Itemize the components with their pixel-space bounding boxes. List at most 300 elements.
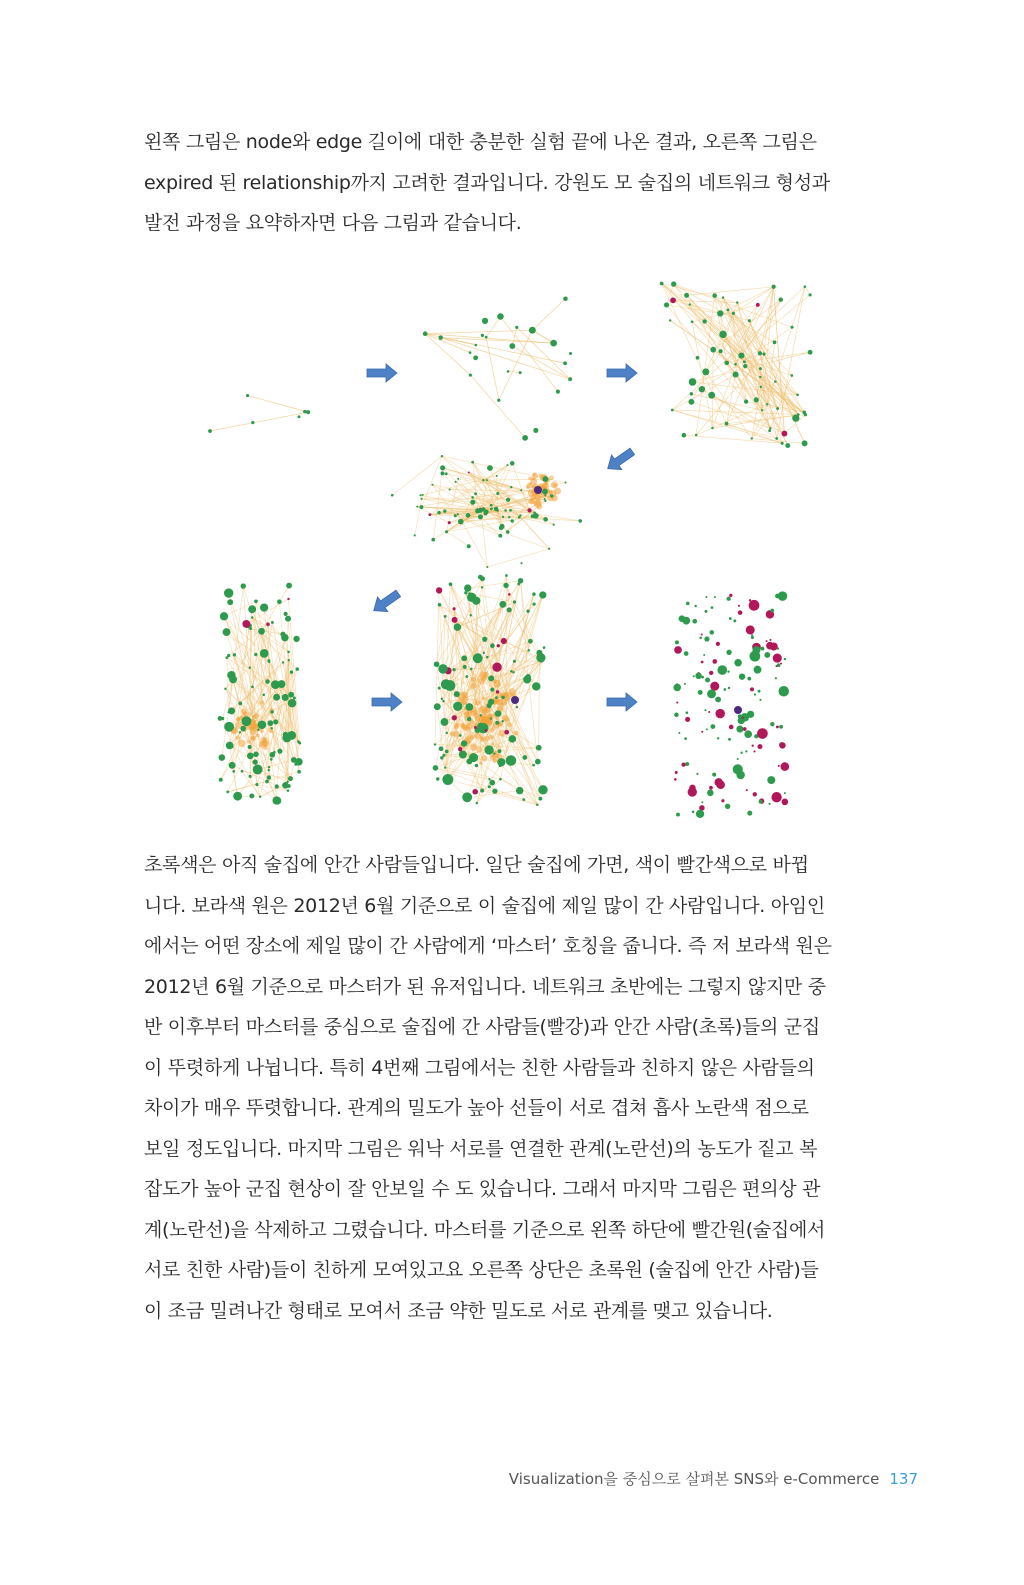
network-node — [725, 804, 730, 809]
network-edge — [684, 435, 782, 443]
intro-line: expired 된 relationship까지 고려한 결과입니다. 강원도 모 술집의 네트워크 형성과 — [144, 171, 830, 194]
network-node — [724, 361, 729, 366]
network-node — [738, 610, 743, 615]
network-node — [770, 642, 778, 650]
intro-line: 왼쪽 그림은 node와 edge 길이에 대한 충분한 실험 끝에 나온 결과, 오른쪽 그림은 — [144, 131, 817, 153]
network-node — [284, 612, 288, 616]
network-node — [739, 673, 745, 679]
network-node — [693, 675, 695, 677]
network-node — [563, 361, 567, 365]
network-node — [754, 666, 762, 674]
network-node — [495, 696, 498, 699]
network-node — [512, 671, 514, 673]
network-node — [249, 793, 254, 798]
network-node — [761, 409, 763, 411]
network-node — [674, 646, 682, 654]
network-node — [454, 691, 460, 697]
master-node — [511, 696, 519, 704]
network-node — [284, 638, 287, 641]
dense-edge-cluster — [548, 490, 552, 494]
network-node — [790, 374, 793, 377]
network-node — [701, 731, 703, 733]
network-node — [701, 633, 703, 635]
network-node — [497, 644, 500, 647]
network-node — [543, 646, 546, 649]
network-node — [428, 513, 431, 516]
network-node — [504, 730, 509, 735]
network-node — [440, 756, 443, 759]
network-node — [673, 684, 681, 692]
network-node — [749, 600, 760, 611]
network-node — [759, 376, 761, 378]
network-node — [781, 762, 790, 771]
network-node — [258, 720, 267, 729]
network-node — [268, 766, 270, 768]
network-edge — [500, 316, 557, 391]
dense-edge-cluster — [507, 722, 512, 727]
network-node — [252, 759, 257, 764]
network-node — [444, 766, 446, 768]
footer-book-title: Visualization을 중심으로 살펴본 SNS와 e-Commerce — [508, 1470, 880, 1488]
network-node — [463, 665, 467, 669]
network-node — [762, 353, 765, 356]
network-node — [233, 792, 242, 801]
network-node — [808, 293, 811, 296]
network-node — [495, 710, 502, 717]
network-node — [461, 740, 467, 746]
network-node — [441, 698, 443, 700]
network-node — [271, 621, 274, 624]
network-node — [287, 789, 290, 792]
network-node — [414, 534, 416, 536]
network-node — [542, 489, 548, 495]
network-node — [707, 790, 714, 797]
network-node — [287, 598, 289, 600]
network-node — [729, 617, 732, 620]
network-node — [469, 373, 472, 376]
network-node — [461, 655, 467, 661]
network-node — [759, 699, 761, 701]
network-node — [729, 594, 732, 597]
network-node — [472, 789, 478, 795]
network-edge — [532, 330, 553, 343]
network-node — [453, 702, 462, 711]
dense-edge-cluster — [453, 731, 460, 738]
network-node — [733, 764, 743, 774]
network-node — [446, 732, 448, 734]
network-node — [679, 615, 686, 622]
dense-edge-cluster — [469, 735, 474, 740]
network-node — [808, 350, 813, 355]
dense-edge-cluster — [473, 710, 478, 715]
network-node — [770, 609, 774, 613]
network-node — [238, 701, 242, 705]
network-stage-1 — [208, 394, 310, 433]
network-node — [725, 422, 729, 426]
network-node — [471, 496, 474, 499]
body-line: 이 조금 밀려나간 형태로 모여서 조금 약한 밀도로 서로 관계를 맺고 있습니다. — [144, 1299, 773, 1322]
dense-edge-cluster — [474, 700, 480, 706]
network-node — [510, 670, 512, 672]
network-node — [471, 461, 474, 464]
network-node — [671, 409, 674, 412]
network-node — [710, 347, 716, 353]
network-node — [796, 394, 799, 397]
arrow-shape — [369, 586, 404, 618]
dense-edge-cluster — [480, 736, 484, 740]
body-line: 서로 친한 사람)들이 친하게 모여있고요 오른쪽 상단은 초록원 (술집에 안간 사람)들 — [144, 1259, 819, 1281]
network-node — [492, 663, 501, 672]
network-node — [741, 752, 743, 754]
dense-edge-cluster — [490, 727, 495, 732]
network-node — [416, 506, 418, 508]
network-node — [303, 410, 307, 414]
network-node — [519, 371, 522, 374]
network-node — [288, 776, 293, 781]
network-node — [544, 494, 546, 496]
network-node — [474, 492, 477, 495]
network-node — [710, 682, 719, 691]
network-node — [778, 591, 788, 601]
network-node — [496, 690, 499, 693]
network-node — [437, 511, 441, 515]
network-node — [280, 632, 285, 637]
network-node — [467, 544, 471, 548]
network-node — [752, 744, 754, 746]
network-node — [510, 486, 512, 488]
dense-edge-cluster — [251, 736, 255, 740]
network-node — [266, 623, 270, 627]
network-node — [729, 725, 734, 730]
network-node — [516, 787, 524, 795]
network-node — [286, 583, 292, 589]
flow-arrow-icon — [367, 364, 397, 382]
network-node — [482, 637, 487, 642]
network-node — [505, 574, 508, 577]
network-node — [751, 437, 753, 439]
network-node — [465, 675, 468, 678]
network-edge — [229, 655, 291, 694]
network-node — [734, 363, 737, 366]
network-node — [688, 787, 697, 796]
network-node — [519, 514, 521, 516]
network-node — [486, 479, 488, 481]
network-node — [438, 603, 442, 607]
network-node — [688, 399, 694, 405]
network-node — [220, 612, 228, 620]
network-node — [507, 607, 512, 612]
network-node — [539, 591, 546, 598]
network-node — [717, 310, 723, 316]
network-node — [470, 614, 472, 616]
network-node — [727, 309, 730, 312]
network-node — [520, 489, 522, 491]
dense-edge-cluster — [470, 743, 477, 750]
dense-edge-cluster — [463, 696, 469, 702]
dense-edge-cluster — [470, 682, 476, 688]
network-node — [239, 731, 241, 733]
network-node — [229, 675, 237, 683]
network-node — [516, 706, 518, 708]
network-node — [251, 616, 254, 619]
network-node — [504, 509, 507, 512]
network-node — [265, 780, 269, 784]
network-node — [233, 653, 236, 656]
dense-edge-cluster — [255, 725, 258, 728]
network-edge — [487, 549, 549, 567]
network-node — [702, 319, 706, 323]
network-node — [509, 509, 512, 512]
network-node — [733, 371, 739, 377]
network-node — [499, 601, 506, 608]
network-node — [703, 654, 705, 656]
network-node — [448, 521, 451, 524]
network-node — [454, 514, 457, 517]
network-node — [759, 800, 763, 804]
network-node — [715, 697, 721, 703]
dense-edge-cluster — [260, 700, 264, 704]
network-node — [689, 378, 697, 386]
network-node — [248, 745, 252, 749]
network-node — [255, 783, 258, 786]
network-node — [228, 707, 235, 714]
body-line: 보일 정도입니다. 마지막 그림은 워낙 서로를 연결한 관계(노란선)의 농도가 짙고 복 — [144, 1137, 818, 1160]
network-node — [282, 734, 291, 743]
network-node — [696, 356, 700, 360]
network-node — [692, 811, 695, 814]
network-node — [718, 349, 722, 353]
dense-edge-cluster — [542, 484, 547, 489]
network-node — [536, 804, 539, 807]
network-node — [779, 686, 789, 696]
network-node — [743, 727, 747, 731]
network-node — [459, 734, 462, 737]
network-node — [464, 591, 467, 594]
network-node — [695, 673, 701, 679]
network-node — [751, 636, 754, 639]
network-node — [775, 677, 777, 679]
network-node — [445, 530, 448, 533]
network-node — [219, 778, 223, 782]
network-node — [268, 769, 270, 771]
network-node — [431, 484, 433, 486]
network-node — [699, 386, 705, 392]
network-node — [768, 429, 771, 432]
network-node — [497, 399, 500, 402]
network-node — [226, 742, 234, 750]
network-node — [696, 810, 704, 818]
network-node — [734, 659, 742, 667]
arrow-shape — [607, 364, 637, 382]
dense-edge-cluster — [481, 755, 487, 761]
network-node — [419, 505, 423, 509]
network-node — [466, 758, 472, 764]
network-node — [278, 680, 286, 688]
network-node — [260, 649, 269, 658]
network-node — [712, 773, 716, 777]
network-node — [518, 578, 524, 584]
network-node — [223, 628, 231, 636]
dense-edge-cluster — [490, 735, 494, 739]
network-node — [273, 751, 276, 754]
network-edge — [662, 284, 764, 355]
network-node — [440, 471, 444, 475]
dense-edge-cluster — [479, 762, 482, 765]
network-node — [684, 293, 689, 298]
network-node — [423, 331, 428, 336]
network-node — [733, 619, 736, 622]
network-node — [802, 411, 806, 415]
network-node — [536, 650, 542, 656]
network-node — [719, 331, 726, 338]
network-node — [785, 443, 790, 448]
network-node — [496, 509, 498, 511]
network-node — [490, 717, 492, 719]
network-node — [685, 711, 688, 714]
dense-edge-cluster — [554, 488, 561, 495]
network-node — [452, 668, 455, 671]
network-node — [717, 665, 727, 675]
network-node — [285, 616, 291, 622]
network-node — [716, 642, 720, 646]
network-node — [747, 677, 751, 681]
network-node — [674, 713, 679, 718]
network-node — [751, 634, 753, 636]
network-node — [442, 754, 445, 757]
network-node — [738, 353, 744, 359]
dense-edge-cluster — [530, 478, 537, 485]
network-node — [503, 583, 508, 588]
network-node — [708, 711, 710, 713]
network-node — [249, 667, 251, 669]
network-node — [756, 303, 760, 307]
network-node — [522, 435, 528, 441]
network-node — [774, 380, 776, 382]
network-node — [259, 796, 261, 798]
flow-arrow-icon — [607, 693, 637, 711]
body-line: 계(노란선)을 삭제하고 그렸습니다. 마스터를 기준으로 왼쪽 하단에 빨간원(술집에서 — [144, 1218, 826, 1241]
network-node — [692, 619, 697, 624]
network-node — [779, 725, 783, 729]
network-node — [702, 368, 709, 375]
network-node — [540, 659, 543, 662]
dense-edge-cluster — [504, 717, 509, 722]
network-node — [419, 494, 421, 496]
network-node — [754, 693, 756, 695]
network-node — [669, 319, 671, 321]
network-node — [290, 670, 293, 673]
network-node — [253, 765, 263, 775]
network-node — [282, 661, 284, 663]
network-node — [265, 679, 269, 683]
network-node — [506, 464, 508, 466]
network-stage-2 — [423, 297, 572, 441]
network-node — [490, 643, 495, 648]
network-node — [479, 714, 481, 716]
network-node — [449, 489, 451, 491]
network-node — [550, 340, 557, 347]
network-node — [298, 415, 301, 418]
network-node — [532, 682, 540, 690]
dense-edge-cluster — [481, 697, 484, 700]
network-node — [434, 661, 440, 667]
network-node — [240, 726, 246, 732]
network-node — [453, 607, 456, 610]
network-node — [466, 703, 474, 711]
network-node — [478, 514, 483, 519]
network-node — [770, 639, 772, 641]
dense-edge-cluster — [549, 476, 554, 481]
network-node — [746, 789, 748, 791]
network-node — [434, 703, 441, 710]
network-node — [218, 716, 223, 721]
network-node — [742, 717, 744, 719]
network-node — [483, 652, 485, 654]
network-node — [246, 394, 249, 397]
network-node — [509, 735, 517, 743]
network-node — [513, 600, 516, 603]
network-node — [438, 687, 441, 690]
network-node — [698, 690, 703, 695]
body-line: 2012년 6월 기준으로 마스터가 된 유저입니다. 네트워크 초반에는 그렇지 않지만 중 — [144, 975, 826, 998]
network-stage-4 — [391, 455, 582, 568]
network-node — [754, 397, 759, 402]
network-node — [286, 781, 288, 783]
network-node — [685, 717, 690, 722]
network-stage-6 — [433, 574, 548, 806]
network-node — [227, 711, 229, 713]
network-node — [510, 461, 515, 466]
network-node — [444, 615, 447, 618]
network-node — [727, 597, 731, 601]
network-node — [474, 344, 477, 347]
network-node — [506, 755, 517, 766]
network-node — [501, 696, 504, 699]
network-node — [496, 492, 499, 495]
network-node — [440, 718, 448, 726]
network-node — [488, 785, 491, 788]
network-node — [750, 687, 754, 691]
network-node — [506, 530, 508, 532]
network-node — [778, 765, 780, 767]
network-node — [771, 792, 781, 802]
network-node — [293, 636, 299, 642]
dense-edge-cluster — [496, 717, 499, 720]
body-line: 에서는 어떤 장소에 제일 많이 간 사람에게 ‘마스터’ 호칭을 줍니다. 즉 저 보라색 원은 — [144, 935, 832, 957]
network-node — [467, 717, 471, 721]
network-node — [481, 586, 483, 588]
network-edge — [662, 284, 806, 415]
network-edge — [415, 495, 423, 536]
network-node — [773, 340, 777, 344]
network-node — [752, 646, 760, 654]
network-node — [473, 653, 483, 663]
dense-edge-cluster — [551, 481, 558, 488]
body-line: 초록색은 아직 술집에 안간 사람들입니다. 일단 술집에 가면, 색이 빨간색으로 바뀝 — [144, 854, 809, 876]
network-node — [701, 801, 703, 803]
dense-edge-cluster — [256, 734, 260, 738]
network-edge — [425, 334, 565, 363]
network-node — [684, 737, 687, 740]
network-stage-3 — [660, 281, 813, 448]
network-node — [705, 610, 708, 613]
network-edge — [392, 456, 442, 495]
dense-edge-cluster — [476, 746, 482, 752]
network-node — [699, 636, 702, 639]
network-node — [440, 465, 445, 470]
network-node — [288, 692, 294, 698]
network-node — [445, 750, 449, 754]
